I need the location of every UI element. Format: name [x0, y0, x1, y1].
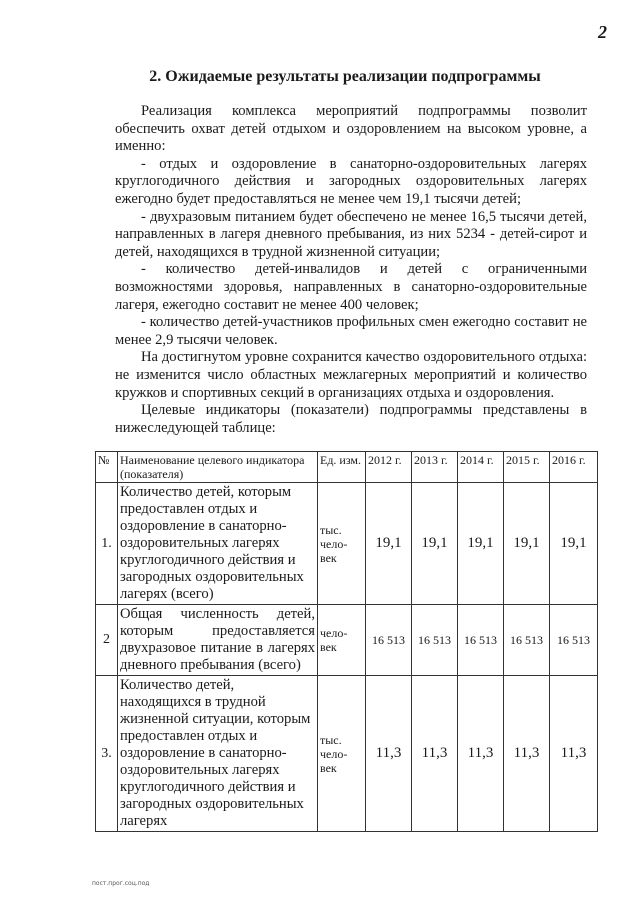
row-value-2014: 11,3	[458, 676, 504, 832]
header-year-2012: 2012 г.	[366, 452, 412, 483]
footer-note: пост.прог.соц.под	[92, 880, 150, 887]
row-unit: чело-век	[318, 605, 366, 676]
row-value-2012: 19,1	[366, 483, 412, 605]
header-year-2015: 2015 г.	[504, 452, 550, 483]
row-value-2014: 19,1	[458, 483, 504, 605]
table-row	[96, 605, 598, 676]
row-value-2016: 16 513	[550, 605, 598, 676]
page-number: 2	[598, 22, 607, 42]
table-header-row	[96, 452, 598, 483]
row-value-2014: 16 513	[458, 605, 504, 676]
header-indicator-name: Наименование целевого индикатора (показателя)	[118, 452, 318, 483]
row-indicator-name: Количество детей, которым предоставлен отдых и оздоровление в санаторно-оздоровительных лагерях круглогодичного действия и загородных оздоровительных лагерях (всего)	[118, 483, 318, 605]
paragraph-intro: Реализация комплекса мероприятий подпрограммы позволит обеспечить охват детей отдыхом и оздоровлением на высоком уровне, а именно:	[115, 103, 587, 155]
row-value-2016: 11,3	[550, 676, 598, 832]
paragraph-bullet-4: - количество детей-участников профильных смен ежегодно составит не менее 2,9 тысячи человек.	[115, 314, 587, 348]
row-number: 2	[96, 605, 118, 676]
row-value-2012: 16 513	[366, 605, 412, 676]
indicators-table	[95, 451, 598, 832]
row-value-2012: 11,3	[366, 676, 412, 832]
body-text	[115, 103, 587, 437]
row-value-2015: 19,1	[504, 483, 550, 605]
row-value-2013: 16 513	[412, 605, 458, 676]
header-year-2016: 2016 г.	[550, 452, 598, 483]
header-unit: Ед. изм.	[318, 452, 366, 483]
header-number: №	[96, 452, 118, 483]
table-row	[96, 676, 598, 832]
paragraph-bullet-1: - отдых и оздоровление в санаторно-оздоровительных лагерях круглогодичного действия и загородных оздоровительных лагерях ежегодно будет предоставляться не менее чем 19,1 тысячи детей;	[115, 155, 587, 207]
row-indicator-name: Общая численность детей, которым предоставляется двухразовое питание в лагерях дневного пребывания (всего)	[118, 605, 318, 676]
row-value-2013: 19,1	[412, 483, 458, 605]
paragraph-quality: На достигнутом уровне сохранится качество оздоровительного отдыха: не изменится число областных межлагерных мероприятий и количество кружков и спортивных секций в организациях отдыха и оздоровления.	[115, 349, 587, 401]
paragraph-bullet-3: - количество детей-инвалидов и детей с ограниченными возможностями здоровья, направленных в санаторно-оздоровительные лагеря, ежегодно составит не менее 400 человек;	[115, 261, 587, 313]
row-unit: тыс. чело-век	[318, 483, 366, 605]
row-value-2015: 11,3	[504, 676, 550, 832]
paragraph-table-intro: Целевые индикаторы (показатели) подпрограммы представлены в нижеследующей таблице:	[115, 402, 587, 436]
row-unit: тыс. чело-век	[318, 676, 366, 832]
table-row	[96, 483, 598, 605]
row-number: 1.	[96, 483, 118, 605]
header-year-2013: 2013 г.	[412, 452, 458, 483]
header-year-2014: 2014 г.	[458, 452, 504, 483]
row-value-2016: 19,1	[550, 483, 598, 605]
row-indicator-name: Количество детей, находящихся в трудной жизненной ситуации, которым предоставлен отдых и оздоровление в санаторно-оздоровительных лагерях круглогодичного действия и загородных оздоровительных лагерях	[118, 676, 318, 832]
row-number: 3.	[96, 676, 118, 832]
row-value-2013: 11,3	[412, 676, 458, 832]
section-title: 2. Ожидаемые результаты реализации подпрограммы	[149, 68, 541, 85]
row-value-2015: 16 513	[504, 605, 550, 676]
paragraph-bullet-2: - двухразовым питанием будет обеспечено не менее 16,5 тысячи детей, направленных в лагеря дневного пребывания, из них 5234 - детей-сирот и детей, находящихся в трудной жизненной ситуации;	[115, 208, 587, 260]
